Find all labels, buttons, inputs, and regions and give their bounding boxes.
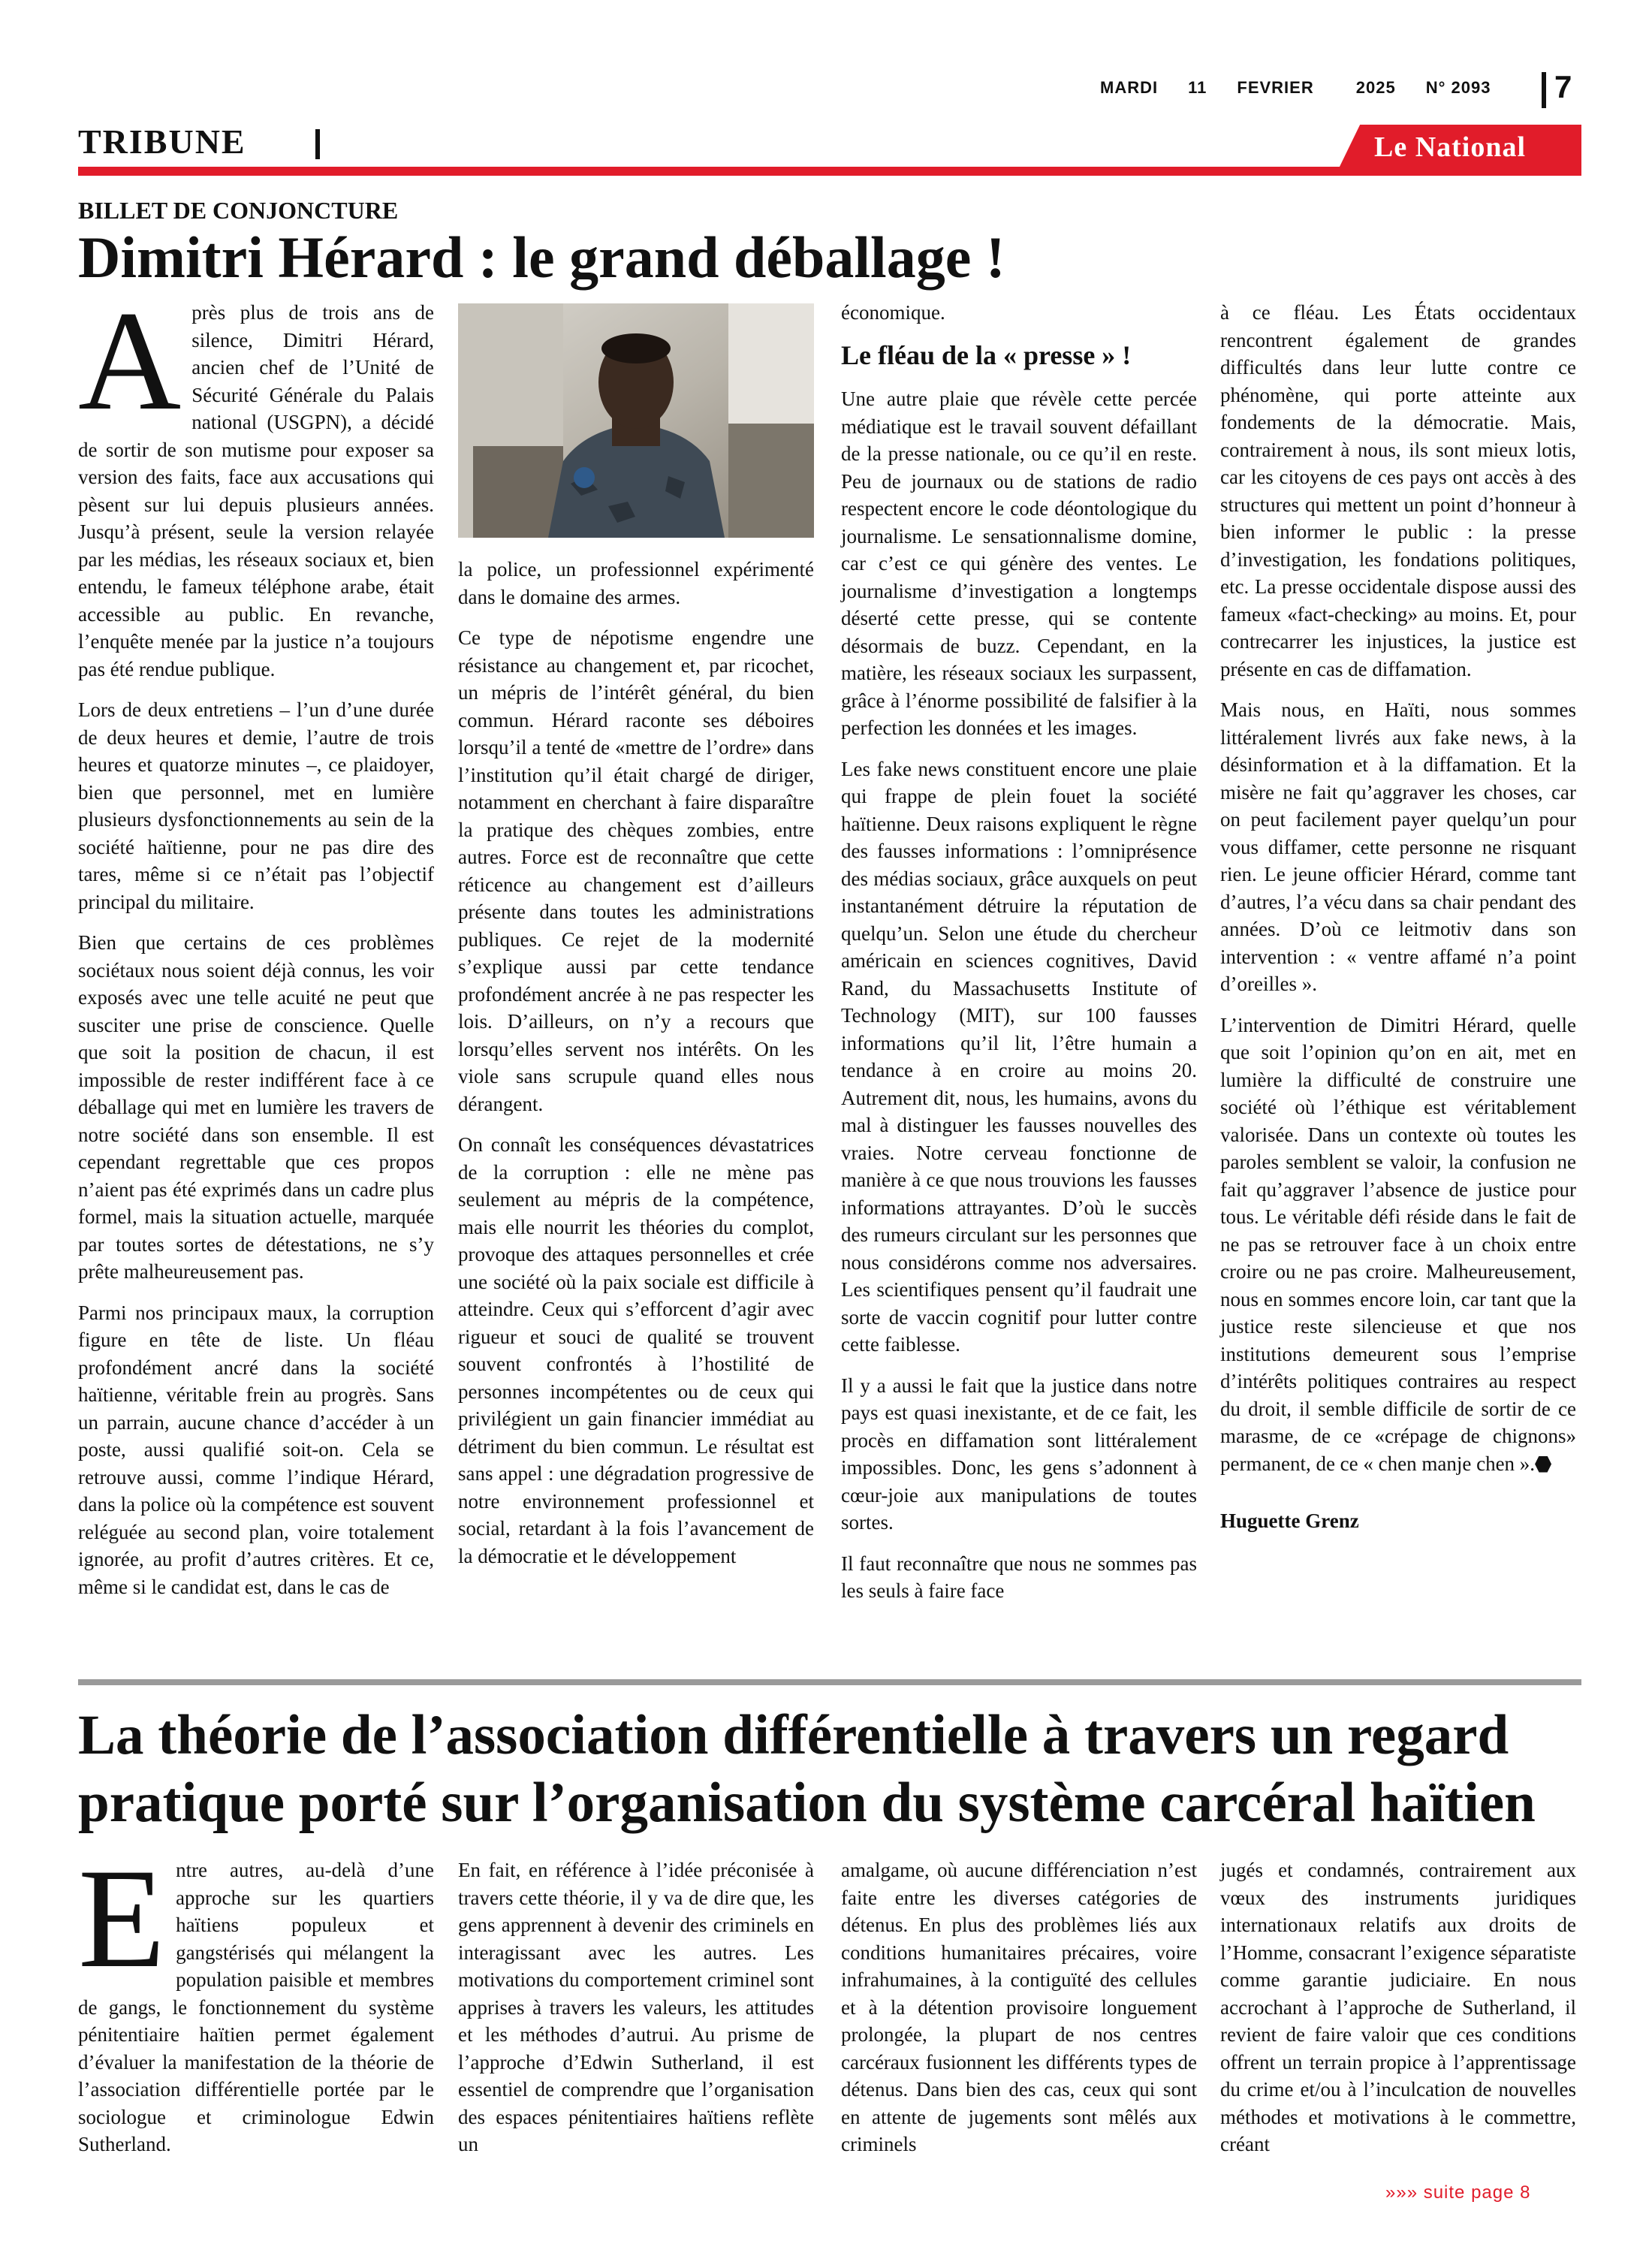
issue-date: 11 xyxy=(1188,78,1207,97)
uniformed-officer-photo-icon xyxy=(458,303,814,538)
page-number-divider xyxy=(1542,72,1546,108)
article2-column-3 xyxy=(841,1856,1197,2172)
issue-dateline xyxy=(1100,78,1521,98)
paragraph-text: L’intervention de Dimitri Hérard, quelle que soit l’opinion qu’on en ait, met en lumière la difficulté de construire une société où l’éthique est véritablement valorisée. Dans un contexte où toutes les paroles semblent se valoir, la confusion ne fait qu’aggraver l’absence de justice pour tous. Le véritable défi réside dans le fait de ne pas se retrouver face à un choix entre croire ou ne pas croire. Malheureusement, nous en sommes encore loin, car tant que la justice reste silencieuse et que nos institutions demeurent sous l’emprise d’intérêts politiques contraires au respect du droit, il semble difficile de sortir de ce marasme, de ce «crépage de chignons» permanent, de ce « chen manje chen ». xyxy=(1220,1013,1576,1475)
article2-headline xyxy=(78,1702,1587,1837)
paragraph: près plus de trois ans de silence, Dimitri Hérard, ancien chef de l’Unité de Sécurité Générale du Palais national (USGPN), a décidé de sortir de son mutisme pour exposer sa version des faits, face aux accusations qui pèsent sur lui depuis plusieurs années. Jusqu’à présent, seule la version relayée par les médias, les réseaux sociaux et, bien entendu, le fameux téléphone arabe, était accessible au public. En revanche, l’enquête menée par la justice n’a toujours pas été rendue publique. xyxy=(78,301,434,680)
article1-column-3 xyxy=(841,299,1197,1618)
issue-day: MARDI xyxy=(1100,78,1159,97)
article-kicker: BILLET DE CONJONCTURE xyxy=(78,197,399,224)
article-separator xyxy=(78,1679,1581,1685)
article1-column-2 xyxy=(458,556,814,1583)
paragraph: Ce type de népotisme engendre une résistance au changement et, par ricochet, un mépris de l’intérêt général, du bien commun. Hérard raconte ses déboires lorsqu’il a tenté de «mettre de l’ordre» dans l’institution qu’il était chargé de diriger, notamment en cherchant à faire disparaître la pratique des chèques zombies, entre autres. Force est de reconnaître que cette réticence au changement est d’ailleurs présente dans toutes les administrations publiques. Ce rejet de la modernité s’explique aussi par cette tendance profondément ancrée à ne pas respecter les lois. D’ailleurs, on n’y a recours que lorsqu’elles servent nos intérêts. On les viole sans scrupule quand elles nous dérangent. xyxy=(458,626,814,1115)
paragraph: ntre autres, au-delà d’une approche sur les quartiers haïtiens populeux et gangstérisés qui mélangent la population paisible et membres de gangs, le fonctionnement du système pénitentiaire haïtien permet également d’évaluer la manifestation de la théorie de l’association différentielle portée par le sociologue et criminologue Edwin Sutherland. xyxy=(78,1859,434,2155)
drop-cap: A xyxy=(78,282,182,440)
section-divider xyxy=(315,129,320,159)
paragraph: En fait, en référence à l’idée préconisée à travers cette théorie, il y va de dire que, les gens apprennent à devenir des criminels en interagissant avec les autres. Les motivations du comportement criminel sont apprises à travers les valeurs, les attitudes et les méthodes d’autrui. Au prisme de l’approche d’Edwin Sutherland, il est essentiel de comprendre que l’organisation des espaces pénitentiaires haïtiens reflète un xyxy=(458,1859,814,2155)
paragraph: Les fake news constituent encore une plaie qui frappe de plein fouet la société haïtienne. Deux raisons expliquent le règne des fausses informations : l’omniprésence des médias sociaux, grâce auxquels on peut instantanément détruire la réputation de quelqu’un. Selon une étude du chercheur américain en sciences cognitives, David Rand, du Massachusetts Institute of Technology (MIT), sur 100 fausses informations qu’il lit, l’être humain a tendance à en croire au moins 20. Autrement dit, nous, les humains, avons du mal à distinguer les fausses nouvelles des vraies. Notre cerveau fonctionne de manière à ce que nous trouvions les fausses informations attrayantes. D’où le succès des rumeurs circulant sur les personnes que nous considérons comme nos adversaires. Les scientifiques pensent qu’il faudrait une sorte de vaccin cognitif pour lutter contre cette faiblesse. xyxy=(841,757,1197,1356)
paragraph: la police, un professionnel expérimenté dans le domaine des armes. xyxy=(458,558,814,608)
issue-year: 2025 xyxy=(1355,78,1396,97)
paragraph: Mais nous, en Haïti, nous sommes littéralement livrés aux fake news, à la désinformation et à la diffamation. Et la misère ne fait qu’aggraver les choses, car on peut facilement payer quelqu’un pour vous diffamer, cette personne ne risquant rien. Le jeune officier Hérard, comme tant d’autres, l’a vécu dans sa chair pendant des années. D’où ce leitmotiv dans son intervention : « ventre affamé n’a point d’oreilles ». xyxy=(1220,698,1576,995)
paragraph: Il y a aussi le fait que la justice dans notre pays est quasi inexistante, et de ce fait, les procès en diffamation sont littéralement impossibles. Donc, les gens s’adonnent à cœur-joie aux manipulations de toutes sortes. xyxy=(841,1374,1197,1534)
header-rule xyxy=(78,167,1581,176)
continuation-link[interactable]: »»» suite page 8 xyxy=(1385,2182,1531,2203)
article-subhead: Le fléau de la « presse » ! xyxy=(841,339,1132,370)
paragraph: Il faut reconnaître que nous ne sommes pas les seuls à faire face xyxy=(841,1552,1197,1602)
paragraph: amalgame, où aucune différenciation n’est faite entre les diverses catégories de détenus. En plus des problèmes liés aux conditions humanitaires précaires, voire infrahumaines, à la contiguïté des cellules et à la détention provisoire longuement prolongée, la plupart de nos centres carcéraux fusionnent les différents types de détenus. Dans bien des cas, ceux qui sont en attente de jugements sont mêlés aux criminels xyxy=(841,1859,1197,2155)
paragraph: jugés et condamnés, contrairement aux vœux des instruments juridiques internationaux relatifs aux droits de l’Homme, consacrant l’exigence séparatiste comme garantie judiciaire. En nous accrochant à l’approche de Sutherland, il revient de faire valoir que ces conditions offrent un terrain propice à l’apprentissage du crime et/ou à l’inculcation de nouvelles méthodes et motivations à le commettre, créant xyxy=(1220,1859,1576,2155)
drop-cap: E xyxy=(78,1840,166,1998)
issue-month: FEVRIER xyxy=(1237,78,1314,97)
paragraph: Parmi nos principaux maux, la corruption figure en tête de liste. Un fléau profondément ancré dans la société haïtienne, véritable frein au progrès. Sans un parrain, aucune chance d’accéder à un poste, aussi qualifié soit-on. Cela se retrouve aussi, comme l’indique Hérard, dans la police où la compétence est souvent reléguée au second plan, voire totalement ignorée, au profit d’autres critères. Et ce, même si le candidat est, dans le cas de xyxy=(78,1301,434,1598)
article1-column-1 xyxy=(78,282,434,1614)
paragraph: On connaît les conséquences dévastatrices de la corruption : elle ne mène pas seulement au mépris de la compétence, mais elle nourrit les théories du complot, provoque des attaques personnelles et crée une société où la paix sociale est difficile à atteindre. Ceux qui s’efforcent d’agir avec rigueur et souci de qualité se trouvent souvent confrontés à l’hostilité de personnes incompétentes ou de ceux qui privilégient un gain financier immédiat au détriment du bien commun. Le résultat est sans appel : une dégradation progressive de notre environnement professionnel et social, retardant à la fois l’avancement de la démocratie et le développement xyxy=(458,1133,814,1567)
section-label: TRIBUNE xyxy=(78,122,246,161)
paragraph: économique. xyxy=(841,301,945,324)
paragraph: Bien que certains de ces problèmes sociétaux nous soient déjà connus, les voir exposés avec une telle acuité ne peut que susciter une prise de conscience. Quelle que soit la position de chacun, il est impossible de rester indifférent face à ce déballage qui met en lumière les travers de notre société dans son ensemble. Il est cependant regrettable que ces propos n’aient pas été exprimés dans un cadre plus formel, mais la situation actuelle, marquée par toutes sortes de détestations, ne s’y prête malheureusement pas. xyxy=(78,931,434,1283)
article2-column-4 xyxy=(1220,1856,1576,2172)
headline-line: pratique porté sur l’organisation du système carcéral haïtien xyxy=(78,1772,1536,1834)
paragraph xyxy=(1220,1012,1576,1478)
portrait-photo xyxy=(458,303,814,538)
paragraph: Lors de deux entretiens – l’un d’une durée de deux heures et demie, l’autre de trois heures et quatorze minutes –, ce plaidoyer, bien que personnel, met en lumière plusieurs dysfonctionnements au sein de la société haïtienne, pour ne pas dire des tares, même si ce n’était pas l’objectif principal du militaire. xyxy=(78,698,434,913)
issue-number: N° 2093 xyxy=(1425,78,1491,97)
headline-line: La théorie de l’association différentielle à travers un regard xyxy=(78,1704,1509,1766)
brand-name: Le National xyxy=(1374,131,1527,163)
paragraph: à ce fléau. Les États occidentaux rencontrent également de grandes difficultés dans leur lutte contre ce phénomène, qui porte atteinte aux fondements de la démocratie. Mais, contrairement à nous, ils sont mieux lotis, car les citoyens de ces pays ont accès à des structures qui mettent un point d’honneur à bien informer le public : la presse d’investigation, les fondations politiques, etc. La presse occidentale dispose aussi des fameux «fact-checking» au moins. Et, pour contrecarrer les injustices, la justice est présente en cas de diffamation. xyxy=(1220,301,1576,680)
article2-column-2 xyxy=(458,1856,814,2172)
article-headline: Dimitri Hérard : le grand déballage ! xyxy=(78,225,1005,290)
article1-column-4 xyxy=(1220,299,1576,1535)
article2-column-1 xyxy=(78,1840,434,2172)
page-number: 7 xyxy=(1554,69,1572,104)
end-mark-icon xyxy=(1535,1456,1551,1473)
author-signature: Huguette Grenz xyxy=(1220,1510,1359,1532)
paragraph: Une autre plaie que révèle cette percée médiatique est le travail souvent défaillant de la presse nationale, ou ce qu’il en reste. Peu de journaux ou de stations de radio respectent encore le code déontologique du journalisme. Le sensationnalisme domine, car c’est ce qui génère des ventes. Le journalisme d’investigation a longtemps déserté cette presse, qui se contente désormais de buzz. Cependant, en la matière, les réseaux sociaux les surpassent, grâce à l’énorme possibilité de falsifier à la perfection les données et les images. xyxy=(841,388,1197,739)
